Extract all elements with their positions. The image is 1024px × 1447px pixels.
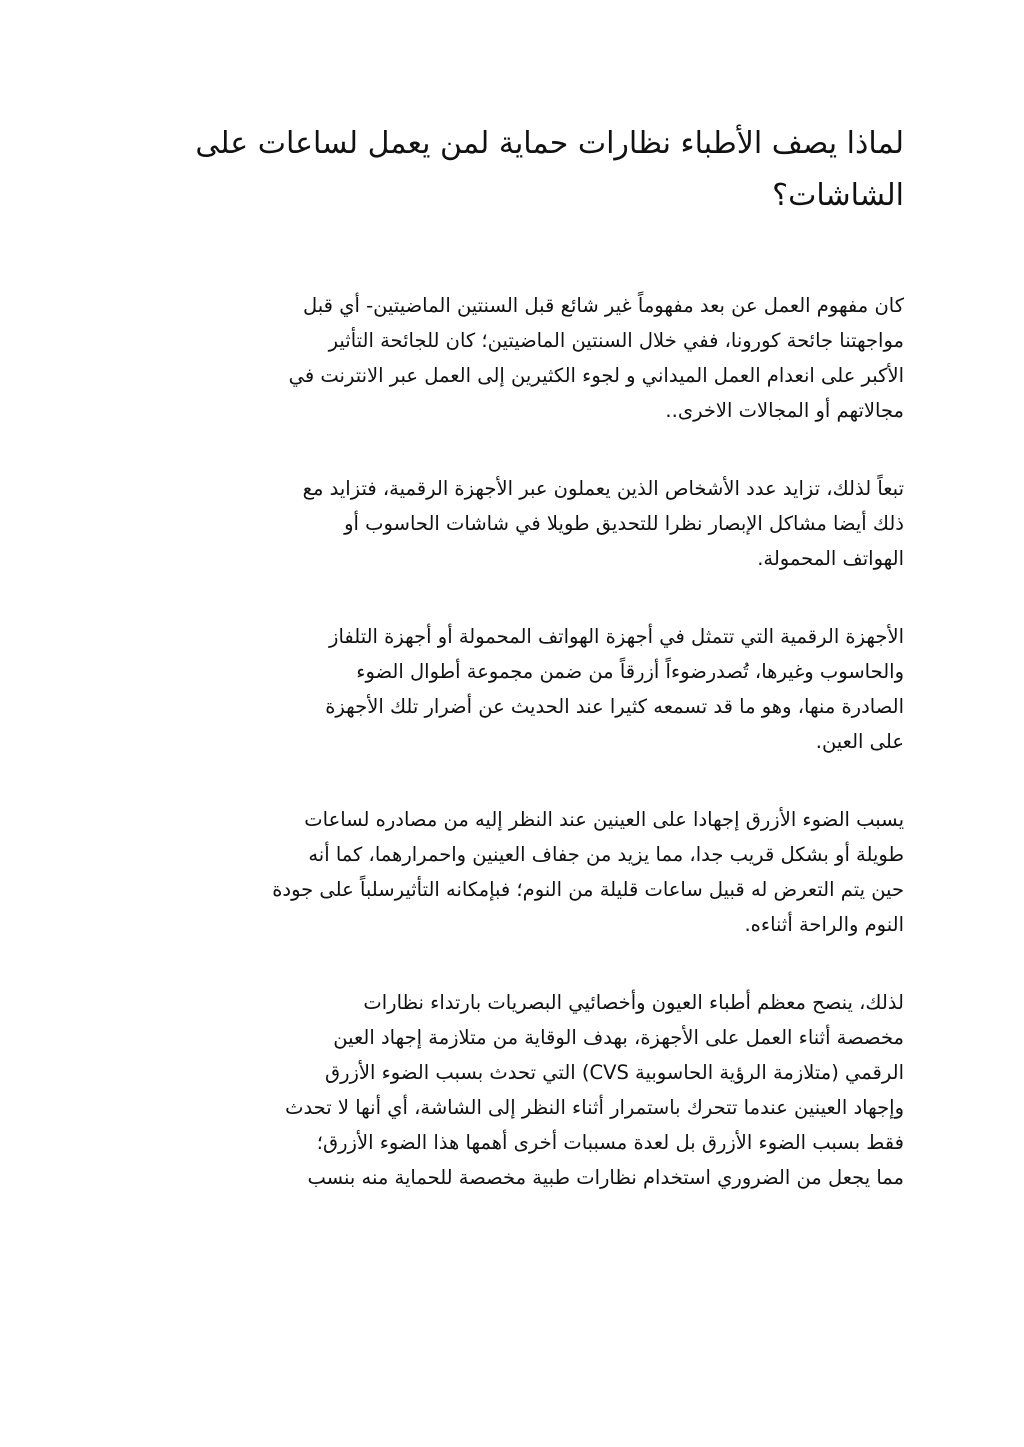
paragraph-blue-light-devices	[122, 619, 904, 759]
paragraph-line: مجالاتهم أو المجالات الاخرى..	[665, 399, 904, 422]
paragraph-line: تبعاً لذلك، تزايد عدد الأشخاص الذين يعملون عبر الأجهزة الرقمية، فتزايد مع	[302, 477, 904, 500]
paragraph-line: الهواتف المحمولة.	[757, 547, 904, 570]
paragraph-line: الأكبر على انعدام العمل الميداني و لجوء الكثيرين إلى العمل عبر الانترنت في	[288, 364, 904, 387]
document-page	[122, 118, 904, 1238]
paragraph-remote-work	[122, 288, 904, 428]
paragraph-vision-problems	[122, 471, 904, 576]
paragraph-line: الرقمي (متلازمة الرؤية الحاسوبية CVS) التي تحدث بسبب الضوء الأزرق	[324, 1061, 904, 1084]
paragraph-line: والحاسوب وغيرها، تُصدرضوءاً أزرقاً من ضمن مجموعة أطوال الضوء	[356, 660, 904, 683]
paragraph-line: النوم والراحة أثناءه.	[744, 913, 904, 936]
paragraph-line: وإجهاد العينين عندما تتحرك باستمرار أثناء النظر إلى الشاشة، أي أنها لا تحدث	[285, 1096, 904, 1119]
paragraph-line: فقط بسبب الضوء الأزرق بل لعدة مسببات أخرى أهمها هذا الضوء الأزرق؛	[316, 1131, 904, 1154]
paragraph-protective-glasses	[122, 985, 904, 1195]
paragraph-line: ذلك أيضا مشاكل الإبصار نظرا للتحديق طويلا في شاشات الحاسوب أو	[344, 512, 904, 535]
paragraph-line: مخصصة أثناء العمل على الأجهزة، بهدف الوقاية من متلازمة إجهاد العين	[333, 1026, 904, 1049]
paragraph-line: على العين.	[815, 730, 904, 753]
paragraph-line: حين يتم التعرض له قبيل ساعات قليلة من النوم؛ فبإمكانه التأثيرسلباً على جودة	[272, 878, 904, 901]
title-line: الشاشات؟	[772, 178, 904, 213]
title-line: لماذا يصف الأطباء نظارات حماية لمن يعمل لساعات على	[195, 126, 904, 161]
paragraph-line: كان مفهوم العمل عن بعد مفهوماً غير شائع قبل السنتين الماضيتين- أي قبل	[303, 294, 904, 317]
paragraph-eye-strain	[122, 802, 904, 942]
paragraph-line: طويلة أو بشكل قريب جدا، مما يزيد من جفاف العينين واحمرارهما، كما أنه	[308, 843, 904, 866]
paragraph-line: الصادرة منها، وهو ما قد تسمعه كثيرا عند الحديث عن أضرار تلك الأجهزة	[325, 695, 904, 718]
paragraph-line: يسبب الضوء الأزرق إجهادا على العينين عند النظر إليه من مصادره لساعات	[304, 808, 904, 831]
paragraph-line: مواجهتنا جائحة كورونا، ففي خلال السنتين الماضيتين؛ كان للجائحة التأثير	[328, 329, 904, 352]
paragraph-line: الأجهزة الرقمية التي تتمثل في أجهزة الهواتف المحمولة أو أجهزة التلفاز	[329, 625, 904, 648]
paragraph-line: مما يجعل من الضروري استخدام نظارات طبية مخصصة للحماية منه بنسب	[307, 1166, 904, 1189]
document-title	[122, 118, 904, 222]
paragraph-line: لذلك، ينصح معظم أطباء العيون وأخصائيي البصريات بارتداء نظارات	[363, 991, 904, 1014]
